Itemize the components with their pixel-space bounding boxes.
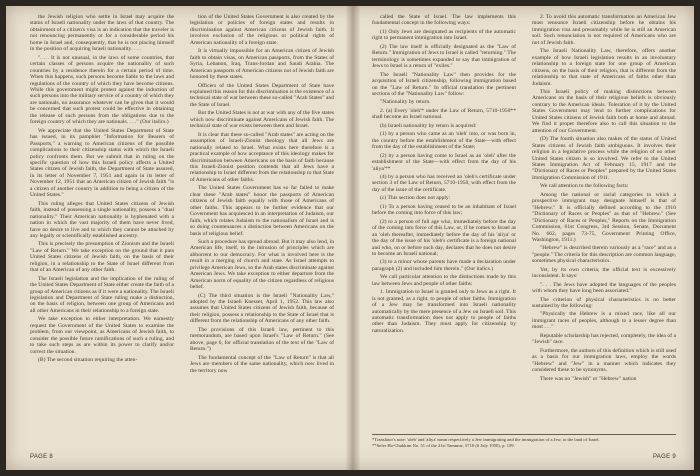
paragraph: (4) by a person who has received an 'oleh's certificate under section 3 of the Law of Return, 5710-1950, with effect from the day of the issue of the certificate. [372,173,516,193]
paragraph: tion of the United States Government is also created by the legislation or policies of foreign states and results in discrimination against American citizens of Jewish faith. It involves exclusion of the religious or political rights of American nationality of a foreign state. [190,14,334,46]
paragraph: The provisions of this Israeli law, pertinent to this memorandum, are based upon Israel's "Law of Return." (See above, page 6, for official translation of the text of the "Law of Return.") [190,326,334,353]
right-page-column-2 [532,14,676,424]
paragraph: The Israeli "Nationality Law" then provides for the acquisition of Israeli citizenship, following immigration based on the "Law of Return." In official translation the pertinent sections of the "Nationality Law" follow: [372,71,516,97]
paragraph: The fundamental concept of the "Law of Return" is that all Jews are members of the same nationality, which now lived in the territory now [190,354,334,374]
paragraph: 2. (a) Every 'oleh'* under the Law of Return, 5710-1950** shall become an Israel national. [372,107,516,121]
paragraph: (2) to a person of full age who, immediately before the day of the coming into force of this Law, or, if he comes to Israel as an 'oleh thereafter, immediately before the day of his 'aliya' or the day of the issue of his 'oleh's certificate is a foreign national and who, on or before such day, declares that he does not desire to become an Israeli national; [372,218,516,257]
paragraph: The United States Government has so far failed to make clear these "Arab states" honor the passports of American citizens of Jewish faith equally with those of Americans of other faiths. This appears to be further evidence that our Government has acquiesced in an interpretation of Judaism, our faith, which relates Judaism to the nationalism of Israel and is so doing countenances a distinction between Americans on the basis of religious belief. [190,185,334,237]
paragraph: The criterion of physical characteristics is no better sustained by the following: [532,296,676,310]
paragraph: ". . . It is not unusual, in the laws of some countries, that certain classes of persons acquire the nationality of such countries by a residence therein for a certain period of time. When this happens, such persons become liable to the laws and regulations of the country of which they have become citizens. While this government might protest against the induction of such persons into the military service of a country of which they are nationals, no assurance whatever can be given that it would be concerned that such protest could be effective in obtaining the release of such persons from the obligations due to the foreign country of which they are nationals. . . ." (Our italics.) [30,54,174,126]
right-page-number: PAGE 9 [652,454,676,460]
paragraph: (C) The third situation is the Israeli "Nationality Law," adopted by the Israeli Knesset, April 1, 1952. This law also assumes that United States citizens of Jewish faith, because of their religion, possess a relationship to the State of Israel that is different from the relationship of Americans of any other faith. [190,292,334,325]
paragraph: Furthermore, the authors of this definition which is still used as a basis for our immigration laws, employ the words "Hebrew" and "Jew" in a manner which indicates they considered these to be synonyms. [532,347,676,374]
footnote: *Translator's note: 'oleh' and 'aliya' mean respectively a Jew immigrating and the immigration of a Jew, to the land of Israel. [372,437,600,443]
paragraph: (3) to a minor whose parents have made a declaration under paragraph (2) and included him therein." (Our italics.) [372,259,516,272]
paragraph: But the United States is not at war with any of the five states which now discriminate against Americans of Jewish faith. The technical state of war exists between them and Israel. [190,110,334,130]
paragraph: (2) by a person having come to Israel as an 'oleh' after the establishment of the State—with effect from the day of his 'aliya'** [372,152,516,172]
paragraph: We call particular attention to the distinctions made by this law between Jews and people of other faiths: [372,274,516,287]
paragraph: "Nationality by return. [380,99,431,106]
paragraph: It is virtually impossible for an American citizen of Jewish faith to obtain visas, on American passports, from the States of Syria, Lebanon, Iraq, Trans-Jordan and Saudi Arabia. The American passports of American citizens not of Jewish faith are honored by these states. [190,48,334,81]
paragraph: We take exception to either interpretation. We earnestly request the Government of the United States to examine the problem, from our viewpoint, as Americans of Jewish faith, to consider the possible future ramifications of such a ruling, and to take such steps as are within its power to clarify and/or correct the situation. [30,316,174,355]
left-page-column-1 [30,14,174,450]
left-page [30,14,336,462]
paragraph: Reputable scholarship has rejected, completely, the idea of a "Jewish" race. [532,332,676,346]
paragraph: (1) To a person having ceased to be an inhabitant of Israel before the coming into force of this law; [372,203,516,217]
paragraph: The Israeli Nationality Law, therefore, offers another example of how Israeli legislation results in an involuntary relationship to a foreign state for one group of American citizens, on the basis of their religion, that is different from the relationship to that state of Americans of faiths other than Judaism. [532,48,676,87]
paragraph: Officers of the United States Department of State have explained this reason for this discrimination is the existence of a technical state of war between these so-called "Arab States" and the State of Israel. [190,82,334,108]
paragraph: We appreciate that the United States Department of State has issued, in its pamphlet "Information for Bearers of Passports," a warning to American citizens of the possible complications to their citizenship status with which the Israeli policy confronts them. But we submit that in ruling on the specific question of how this Israeli policy affects a United States citizen of Jewish faith, the Department of State assured, in its letter of November 7, 1951 and again in its letter of November 12, 1951 that an American citizen of Jewish faith "is a citizen of another country in addition to being a citizen of the United States." [30,127,174,199]
right-page [372,14,676,462]
right-page-column-1 [372,14,516,424]
paragraph: 2. To avoid this automatic transformation an American Jew must renounce Israeli citizenship before he obtains his immigration visa and presumably while he is still an American soil. Such renunciation is not required of Americans who are not of Jewish faith. [532,14,676,46]
left-page-number: PAGE 8 [30,454,54,460]
paragraph: It is clear that these so-called "Arab states" are acting on the assumption of Israeli-Zionist theology that all Jews are nationally related to Israel. What exists here therefore is a practical example of how acceptance of this ideology makes for discrimination between Americans on the basis of faith because this Israeli-Zionist position contends that all Jews have a relationship to Israel different from the relationship to that State of Americans of other faiths. [190,131,334,183]
footnote: **Sefer Ha-Chukkim No. 51 of the 21st Tammuz, 5710 (6 July 1950), p. 159. [372,442,515,448]
paragraph: (D) The fourth situation also makes of the status of United States citizens of Jewish faith ambiguous. It involves their religion in a legislative process while the religion of no other United States citizen is so involved. We refer to the United States Immigration Act of February 15, 1917 and the "Dictionary of Races or Peoples" prepared by the United States Immigration Commission of 1911. [532,136,676,181]
book-gutter [346,6,360,470]
paragraph: (1) by a person who came as an 'oleh' into, or was born in, the country before the establishment of the State—with effect from the day of the establishment of the State; [372,131,516,151]
paragraph: "Physically the Hebrew is a mixed race, like all our immigrant races of peoples, although to a lesser degree than most . . ." [532,311,676,331]
paragraph: This ruling alleges that United States citizens of Jewish faith, instead of possessing a single nationality, possess a "dual nationality." Their American nationality is hyphenated with a nation in which the vast majority of them have never lived, have no desire to live and to which they cannot be attached by any legally or scientifically established ancestry. [30,200,174,239]
paragraph: Such a procedure has spread abroad. But it may also lend, in American life, itself, to the intrusion of principles which are abhorrent to our democracy. For what is involved here is the result in a merging of church and state. As Israel attempts to privilege American Jews, so the Arab states discriminate against American Jews. We take exception to either departure from the American norm of equality of the citizen regardless of religious belief. [190,238,334,291]
paragraph: This is precisely the presumption of Zionism and the Israeli "Law of Return." We take exception on the ground that it puts United States citizens of Jewish faith, on the basis of their religion, in a relationship to the State of Israel different from that of an American of any other faith. [30,241,174,274]
paragraph: Among the national or racial categories to which a prospective immigrant may designate himself is that of "Hebrew." It is officially defined according to the 1910 "Dictionary of Races or Peoples" as that of "Hebrew." (See "Dictionary of Races or Peoples," Reports on the Immigration Commission, 61st Congress, 3rd Session, Senate, Document No. 662, pages 73-75, Government Printing Office, Washington, 1911.) [532,191,676,243]
paragraph: We call attention to the following facts: [540,183,629,190]
paragraph: Yet, by its own criteria, the official text is excessively inconsistent. It says: [532,266,676,280]
paragraph: (b) Israeli nationality by return is acquired: [380,122,477,129]
paragraph: This Israeli policy of making distinctions between Americans on the basis of their religious beliefs is obviously contrary to the American ideals. Toleration of it by the United States Government may lend to further complications for United States citizens of Jewish faith both at home and abroad. We find it proper therefore also to call this situation to the attention of our Government. [532,88,676,134]
paragraph: the Jewish religion who settle in Israel may acquire the status of Israeli nationality under the laws of that country. The obtainment of a citizen's visa is an indication that the traveler is not renouncing permanently or for a considerable period his home in Israel and, consequently, that he is not placing himself in the position of acquiring Israeli nationality. . . . [30,14,174,53]
paragraph: (B) The second situation requiring the atten- [38,357,138,364]
booklet-spread [6,6,694,470]
paragraph: (c) This section does not apply: [380,195,451,202]
paragraph: (2) The law itself is officially designated as the "Law of Return." Immigration of Jews to Israel is called "returning." The terminology is sometimes expanded to say that immigration of Jews to Israel is a return of "exiles." [372,43,516,70]
paragraph: (1) Only Jews are designated as recipients of the automatic right to permanent immigration into Israel. [372,28,516,42]
paragraph: "Hebrew" is described therein variously as a "race" and as a "people." The criteria for this description are common language, sometimes physical characteristics. [532,245,676,265]
paragraph: The Israeli legislation and the implication of the ruling of the United States Department of State either create the faith of a group of American citizens as if it were a nationality. The Israeli legislation and Department of State ruling make a distinction, on the basis of religion, between one group of Americans and all other Americans in their relationship to a foreign state. [30,275,174,314]
footnotes [372,434,676,448]
paragraph: called the State of Israel. The law implements this fundamental concept in the following ways: [372,14,516,27]
left-page-column-2 [190,14,334,450]
paragraph: 1. Immigration to Israel is granted only to Jews as a right. It is not granted, as a right, to people of other faiths. Immigration of a Jew may be transformed into Israeli nationality automatically by the mere presence of a Jew on Israeli soil. This automatic transformation does not apply to people of faiths other than Judaism. They must apply for citizenship by naturalization. [372,289,516,334]
paragraph: There was no "Jewish" or "Hebrew" nation [540,375,637,382]
paragraph: ". . . The Jews have adopted the languages of the peoples with whom they have long been associated." [532,281,676,295]
